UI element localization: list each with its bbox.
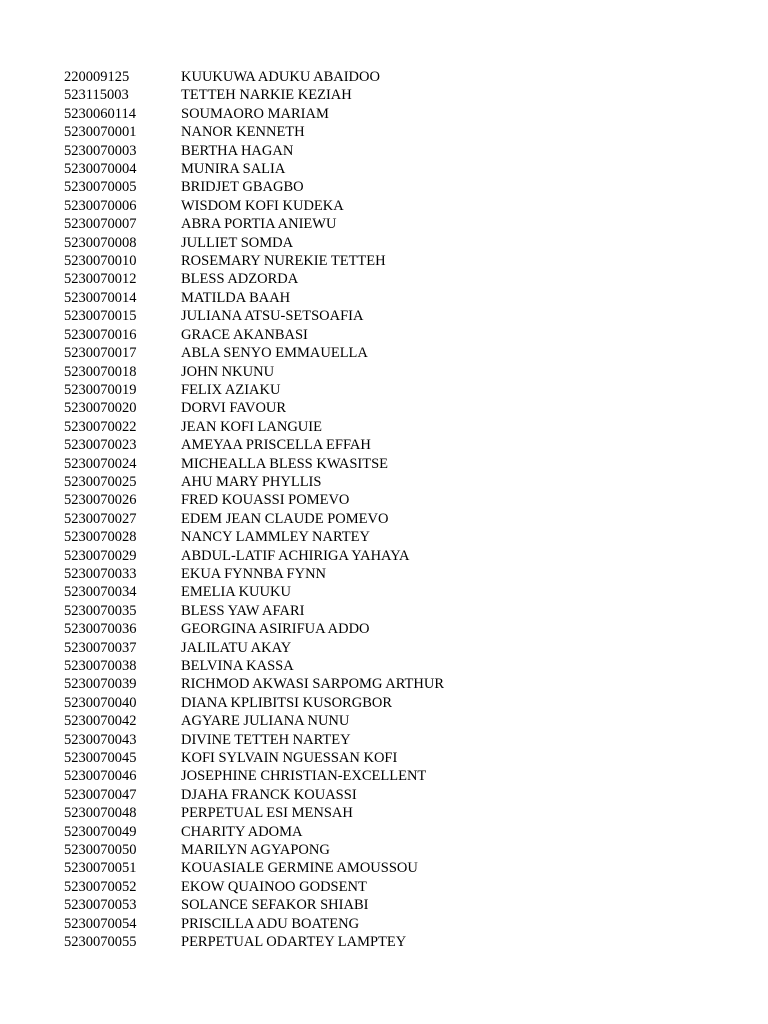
- student-id: 5230070020: [64, 400, 137, 417]
- student-id: 5230060114: [64, 105, 136, 122]
- student-name: AGYARE JULIANA NUNU: [181, 713, 350, 730]
- student-id: 220009125: [64, 69, 130, 85]
- student-id: 5230070023: [64, 437, 137, 454]
- student-id: 5230070033: [64, 565, 137, 582]
- student-id: 5230070052: [64, 878, 137, 895]
- student-name: PERPETUAL ESI MENSAH: [181, 805, 353, 822]
- student-name: BELVINA KASSA: [181, 658, 294, 674]
- list-item: [64, 178, 704, 196]
- student-name: JOHN NKUNU: [181, 363, 275, 380]
- student-name: WISDOM KOFI KUDEKA: [181, 197, 344, 214]
- list-item: [64, 344, 704, 362]
- student-name: EKUA FYNNBA FYNN: [181, 565, 327, 582]
- student-id: 5230070039: [64, 676, 137, 693]
- student-id: 5230070051: [64, 860, 137, 877]
- list-item: [64, 270, 704, 288]
- student-name: RICHMOD AKWASI SARPOMG ARTHUR: [181, 676, 444, 693]
- student-name: EKOW QUAINOO GODSENT: [181, 878, 367, 895]
- student-name: NANCY LAMMLEY NARTEY: [181, 529, 370, 546]
- list-item: [64, 859, 704, 877]
- student-name: GEORGINA ASIRIFUA ADDO: [181, 621, 370, 638]
- student-id: 5230070040: [64, 694, 137, 711]
- list-item: [64, 510, 704, 528]
- list-item: [64, 915, 704, 933]
- list-item: [64, 197, 704, 215]
- student-name: BERTHA HAGAN: [181, 142, 294, 159]
- student-id: 5230070027: [64, 510, 137, 527]
- student-name: MATILDA BAAH: [181, 289, 291, 306]
- list-item: [64, 565, 704, 583]
- student-id: 5230070049: [64, 823, 137, 840]
- list-item: [64, 804, 704, 822]
- student-name: ROSEMARY NUREKIE TETTEH: [181, 253, 386, 270]
- student-id: 5230070014: [64, 289, 137, 306]
- student-id: 5230070034: [64, 584, 137, 601]
- student-name: FRED KOUASSI POMEVO: [181, 492, 350, 509]
- student-id: 523115003: [64, 87, 129, 104]
- list-item: [64, 399, 704, 417]
- student-name: ABDUL-LATIF ACHIRIGA YAHAYA: [181, 547, 410, 564]
- student-id: 5230070055: [64, 934, 137, 951]
- list-item: [64, 289, 704, 307]
- student-id: 5230070036: [64, 621, 137, 638]
- student-id: 5230070028: [64, 529, 137, 546]
- list-item: [64, 68, 704, 86]
- student-id: 5230070037: [64, 639, 137, 656]
- student-id: 5230070043: [64, 731, 137, 748]
- student-name: DJAHA FRANCK KOUASSI: [181, 786, 357, 803]
- student-name: MARILYN AGYAPONG: [181, 842, 330, 859]
- list-item: [64, 933, 704, 951]
- student-name: JULLIET SOMDA: [181, 234, 294, 251]
- list-item: [64, 252, 704, 270]
- student-id: 5230070053: [64, 897, 137, 914]
- student-name: SOLANCE SEFAKOR SHIABI: [181, 897, 369, 914]
- student-id: 5230070022: [64, 418, 137, 435]
- list-item: [64, 712, 704, 730]
- student-name: KOUASIALE GERMINE AMOUSSOU: [181, 860, 418, 877]
- student-id: 5230070047: [64, 786, 137, 803]
- student-id: 5230070025: [64, 473, 137, 490]
- student-list: [64, 68, 704, 952]
- student-id: 5230070007: [64, 216, 137, 233]
- list-item: [64, 418, 704, 436]
- student-name: DIANA KPLIBITSI KUSORGBOR: [181, 694, 393, 711]
- student-id: 5230070003: [64, 142, 137, 159]
- student-id: 5230070005: [64, 179, 137, 196]
- student-id: 5230070038: [64, 658, 137, 674]
- list-item: [64, 731, 704, 749]
- list-item: [64, 86, 704, 104]
- list-item: [64, 307, 704, 325]
- student-name: DIVINE TETTEH NARTEY: [181, 731, 351, 748]
- student-name: BLESS YAW AFARI: [181, 602, 305, 619]
- student-name: FELIX AZIAKU: [181, 381, 281, 398]
- list-item: [64, 620, 704, 638]
- student-id: 5230070024: [64, 455, 137, 472]
- student-id: 5230070029: [64, 547, 137, 564]
- list-item: [64, 473, 704, 491]
- list-item: [64, 105, 704, 123]
- list-item: [64, 123, 704, 141]
- list-item: [64, 823, 704, 841]
- student-name: PERPETUAL ODARTEY LAMPTEY: [181, 934, 407, 951]
- student-id: 5230070050: [64, 842, 137, 859]
- student-name: AHU MARY PHYLLIS: [181, 473, 322, 490]
- student-id: 5230070054: [64, 915, 137, 932]
- student-name: BRIDJET GBAGBO: [181, 179, 304, 196]
- list-item: [64, 381, 704, 399]
- student-id: 5230070001: [64, 124, 137, 141]
- student-name: JEAN KOFI LANGUIE: [181, 418, 322, 435]
- student-id: 5230070045: [64, 750, 137, 767]
- student-name: KOFI SYLVAIN NGUESSAN KOFI: [181, 750, 398, 767]
- list-item: [64, 455, 704, 473]
- student-name: TETTEH NARKIE KEZIAH: [181, 87, 352, 104]
- student-name: ABLA SENYO EMMAUELLA: [181, 345, 368, 362]
- student-id: 5230070004: [64, 161, 137, 178]
- list-item: [64, 363, 704, 381]
- list-item: [64, 786, 704, 804]
- student-id: 5230070019: [64, 381, 137, 398]
- student-id: 5230070035: [64, 602, 137, 619]
- student-name: NANOR KENNETH: [181, 124, 305, 141]
- student-name: DORVI FAVOUR: [181, 400, 287, 417]
- list-item: [64, 583, 704, 601]
- student-id: 5230070012: [64, 271, 137, 288]
- student-id: 5230070026: [64, 492, 137, 509]
- list-item: [64, 675, 704, 693]
- list-item: [64, 326, 704, 344]
- student-name: PRISCILLA ADU BOATENG: [181, 915, 360, 932]
- list-item: [64, 694, 704, 712]
- student-name: JULIANA ATSU-SETSOAFIA: [181, 308, 364, 325]
- student-name: JOSEPHINE CHRISTIAN-EXCELLENT: [181, 768, 427, 785]
- student-name: MICHEALLA BLESS KWASITSE: [181, 455, 389, 472]
- list-item: [64, 841, 704, 859]
- student-id: 5230070048: [64, 805, 137, 822]
- student-id: 5230070046: [64, 768, 137, 785]
- list-item: [64, 528, 704, 546]
- student-name: EDEM JEAN CLAUDE POMEVO: [181, 510, 389, 527]
- list-item: [64, 160, 704, 178]
- student-name: BLESS ADZORDA: [181, 271, 299, 288]
- student-name: KUUKUWA ADUKU ABAIDOO: [181, 69, 380, 85]
- list-item: [64, 215, 704, 233]
- student-id: 5230070016: [64, 326, 137, 343]
- list-item: [64, 657, 704, 675]
- list-item: [64, 767, 704, 785]
- student-name: MUNIRA SALIA: [181, 161, 286, 178]
- list-item: [64, 142, 704, 160]
- list-item: [64, 234, 704, 252]
- student-name: JALILATU AKAY: [181, 639, 292, 656]
- student-name: EMELIA KUUKU: [181, 584, 291, 601]
- student-id: 5230070010: [64, 253, 137, 270]
- student-name: SOUMAORO MARIAM: [181, 105, 329, 122]
- student-id: 5230070017: [64, 345, 137, 362]
- student-name: AMEYAA PRISCELLA EFFAH: [181, 437, 371, 454]
- list-item: [64, 547, 704, 565]
- list-item: [64, 878, 704, 896]
- student-id: 5230070015: [64, 308, 137, 325]
- list-item: [64, 491, 704, 509]
- list-item: [64, 436, 704, 454]
- student-id: 5230070006: [64, 197, 137, 214]
- list-item: [64, 639, 704, 657]
- list-item: [64, 749, 704, 767]
- student-id: 5230070018: [64, 363, 137, 380]
- student-id: 5230070042: [64, 713, 137, 730]
- student-id: 5230070008: [64, 234, 137, 251]
- list-item: [64, 602, 704, 620]
- student-name: GRACE AKANBASI: [181, 326, 308, 343]
- student-name: CHARITY ADOMA: [181, 823, 303, 840]
- student-name: ABRA PORTIA ANIEWU: [181, 216, 337, 233]
- list-item: [64, 896, 704, 914]
